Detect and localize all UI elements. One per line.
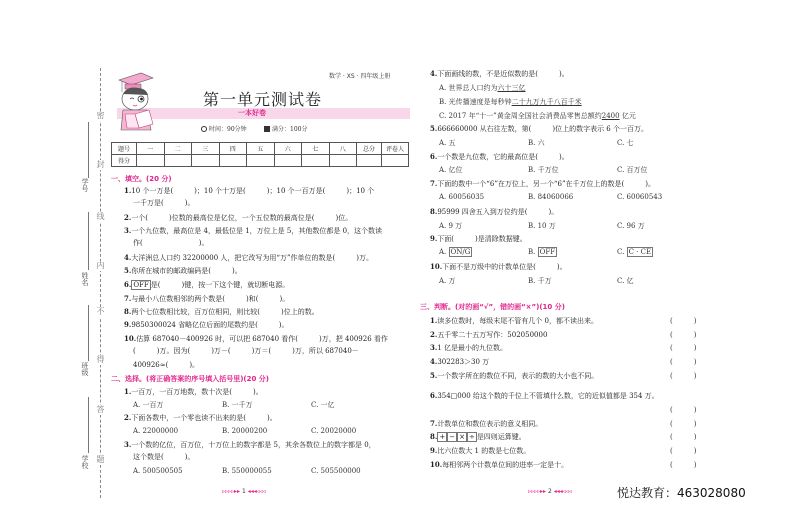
school-line[interactable] [88, 397, 89, 453]
question-text: 下面画线的数，不是近似数的是( )。 [437, 70, 569, 78]
question-number: 7. [430, 179, 438, 188]
seal-char: 答 [94, 405, 107, 415]
score-cell[interactable] [329, 155, 357, 167]
question-text: 一个数字所在的数位不同，表示的数的大小也不同。 [437, 372, 599, 380]
question-number: 5. [430, 124, 438, 133]
seal-char: 封 [94, 160, 107, 170]
score-cell[interactable] [302, 155, 330, 167]
question-text: 1 亿是最小的九位数。 [437, 344, 507, 352]
option-text: 亿元 [619, 112, 636, 120]
question-text: 10 个一万是( )；10 个十万是( )；10 个一百万是( )；10 个 [131, 187, 375, 195]
question-number: 10. [430, 262, 443, 271]
question-text: 一个( )位数的最高位是亿位，一个五位数的最高位是( )位。 [131, 214, 353, 222]
choice-question-5 [430, 124, 648, 134]
option-letter: A. [439, 248, 447, 256]
underlined-number: 2400 [601, 112, 620, 120]
answer-blank[interactable]: ( ) [670, 358, 697, 366]
arrow-decoration: ▹▹▹▹▸▸ [222, 488, 241, 495]
judge-question-3 [430, 343, 507, 353]
seal-char: 不 [94, 307, 107, 317]
fill-question-8 [124, 307, 319, 317]
seal-char: 密 [94, 111, 107, 121]
section-1-heading: 一、填空。(20 分) [111, 175, 172, 183]
choice-option-c[interactable]: C. 505500000 [311, 467, 361, 475]
choice-option-b[interactable]: B. 千万 [528, 277, 552, 285]
fill-question-3-cont: 作( )。 [133, 239, 209, 247]
choice-question-4 [430, 69, 569, 79]
fill-question-4 [124, 253, 373, 263]
score-header-cell: 三 [192, 143, 220, 155]
score-table-score-row [112, 155, 409, 167]
choice-option-a[interactable]: A. 22000000 [133, 427, 179, 435]
question-text: 每相邻两个计数单位间的进率一定是十。 [442, 461, 569, 469]
choice-question-10 [430, 262, 567, 272]
choice-question-7 [430, 179, 655, 189]
question-number: 8. [430, 207, 438, 216]
question-number: 5. [430, 371, 438, 380]
fill-question-5 [124, 266, 242, 276]
arrow-decoration: ◂◂◂◃◃◃ [553, 488, 572, 495]
choice-option-c[interactable]: C. 一亿 [311, 401, 335, 409]
score-header-cell: 六 [274, 143, 302, 155]
score-cell[interactable] [357, 155, 382, 167]
question-number: 6. [124, 280, 132, 289]
question-text: 计数单位和数位表示的意义相同。 [437, 420, 543, 428]
off-key-icon: OFF [133, 281, 149, 289]
fill-question-3 [124, 226, 382, 236]
question-number: 7. [124, 294, 132, 303]
choice-option-a[interactable]: A. 万 [439, 277, 456, 285]
option-text: B. 光传播速度是每秒钟 [439, 98, 512, 106]
question-text: 两个七位数相比较，百万位相同，则比较( )位上的数。 [131, 308, 319, 316]
option-text: A. 世界总人口约为 [439, 84, 498, 92]
answer-blank[interactable]: ( ) [670, 344, 697, 352]
question-number: 2. [124, 213, 132, 222]
fill-question-10-cont: 400926≈( )。 [133, 361, 200, 369]
question-number: 9. [124, 320, 132, 329]
question-number: 1. [124, 387, 132, 396]
question-number: 6. [430, 152, 438, 161]
question-text: 95999 四舍五入到万位约是( )。 [437, 208, 559, 216]
question-text: 354□000 给这个数的千位上不管填什么数，它的近似值都是 354 万。 [437, 392, 659, 400]
underlined-number: 二十九万九千八百千米 [511, 98, 582, 106]
judge-question-8 [430, 432, 526, 442]
question-text: 你所在城市的邮政编码是( )。 [131, 267, 242, 275]
choice-option-a[interactable]: A. 亿位 [439, 166, 463, 174]
question-text: 下面不是万级中的计数单位是( )。 [442, 263, 567, 271]
question-number: 6. [430, 391, 438, 400]
class-line[interactable] [88, 305, 89, 361]
question-text: 是( )键，按一下这个键，就切断电源。 [150, 281, 290, 289]
judge-question-4 [430, 357, 489, 367]
fill-question-1-cont: 一千万是( )。 [133, 199, 195, 207]
choice-question-8 [430, 207, 558, 217]
answer-blank[interactable]: ( ) [670, 331, 697, 339]
question-text: 估算 687040－400926 时，可以把 687040 看作( )万，把 400926 看作 [136, 335, 388, 343]
subject-label: 数学 · XS · 四年级上册 [329, 73, 391, 80]
choice-option-b[interactable]: B. 千万位 [528, 166, 559, 174]
watermark-text: 悦达教育：463028080 [617, 486, 746, 500]
score-header-cell: 总分 [357, 143, 382, 155]
choice-option-c[interactable]: C. 96 万 [617, 222, 645, 230]
question-number: 1. [430, 316, 438, 325]
judge-question-9 [430, 446, 530, 456]
choice-option-c[interactable]: C. 七 [617, 139, 634, 147]
question-text: 一百万，一百万地数，数十次是( )。 [131, 388, 263, 396]
arrow-decoration: ▹▹▹▹▸▸ [528, 488, 547, 495]
score-table-header-row [112, 143, 409, 155]
score-header-cell: 八 [329, 143, 357, 155]
score-info [264, 124, 307, 133]
choice-option-c[interactable]: C. 60060543 [617, 193, 663, 201]
score-row-label: 得分 [112, 155, 137, 167]
choice-option-c[interactable] [617, 248, 653, 256]
question-number: 3. [124, 226, 132, 235]
fill-question-6 [124, 280, 289, 290]
score-table [111, 142, 409, 167]
question-text: 666660000 从右往左数，第( )位上的数字表示 6 个一百万。 [437, 125, 648, 133]
page-number: 2 [548, 488, 552, 495]
choice-option-b[interactable]: B. 六 [528, 139, 545, 147]
score-cell[interactable] [382, 155, 409, 167]
score-header-cell: 评卷人 [382, 143, 409, 155]
question-text: 下面各数中，一个零也读不出来的是( )。 [131, 414, 277, 422]
fill-question-9 [124, 320, 289, 330]
score-header-cell: 四 [219, 143, 247, 155]
seal-char: 题 [94, 455, 107, 465]
section-2-heading: 二、选择。(将正确答案的序号填入括号里)(20 分) [111, 375, 269, 383]
choice-option-a[interactable]: A. 9 万 [439, 222, 463, 230]
answer-blank[interactable]: ( ) [670, 461, 697, 469]
choice-option-a[interactable]: A. 五 [439, 139, 456, 147]
question-text: 与最小八位数相邻的两个数是( )和( )。 [131, 295, 290, 303]
off-key-icon: OFF [539, 248, 556, 256]
minus-key-icon: − [449, 433, 456, 441]
seal-char: 线 [94, 212, 107, 222]
question-number: 2. [124, 413, 132, 422]
clock-icon [201, 126, 207, 132]
choice-option-a[interactable]: A. 500500505 [133, 467, 183, 475]
question-text: 下面( )是清除数据键。 [437, 235, 527, 243]
question-number: 5. [124, 266, 132, 275]
question-number: 4. [430, 357, 438, 366]
choice-question-1 [124, 387, 263, 397]
judge-question-10 [430, 460, 568, 470]
full-score-text: 满分：100分 [272, 126, 308, 133]
question-text: 下面的数中一个“6”在万位上，另一个“6”在千万位上的数是( )。 [437, 180, 655, 188]
answer-blank[interactable]: ( ) [670, 406, 697, 414]
brand-label: 一本好卷 [238, 109, 266, 117]
judge-question-5 [430, 371, 598, 381]
score-cell[interactable] [274, 155, 302, 167]
question-text: 9850300024 省略亿位后面的尾数约是( )。 [131, 321, 289, 329]
on-key-icon: ON/G [450, 248, 471, 256]
page-number-2 [528, 488, 572, 495]
school-label: 学校 [81, 455, 89, 469]
fill-question-2 [124, 213, 352, 223]
question-text: 五千零二十五万写作：502050000 [437, 331, 548, 339]
choice-option-b[interactable]: B. 20000200 [222, 427, 268, 435]
question-number: 4. [124, 253, 132, 262]
judge-question-1 [430, 316, 598, 326]
score-header-cell: 一 [137, 143, 165, 155]
answer-blank[interactable]: ( ) [670, 433, 697, 441]
question-number: 8. [124, 307, 132, 316]
score-header-cell: 题号 [112, 143, 137, 155]
question-text: 读多位数时，每级末尾不管有几个 0，都不读出来。 [437, 317, 598, 325]
judge-question-7 [430, 419, 542, 429]
time-text: 时间：90分钟 [209, 126, 247, 133]
question-number: 9. [430, 234, 438, 243]
question-text: 一个数是九位数，它的最高位是( )。 [437, 153, 569, 161]
seal-char: 内 [94, 261, 107, 271]
answer-blank[interactable]: ( ) [670, 372, 697, 380]
multiply-key-icon: × [459, 433, 465, 441]
option-text: C. 2017 年“十一”黄金周全国社会消费品零售总额约 [439, 112, 602, 120]
question-number: 3. [124, 440, 132, 449]
score-icon [264, 126, 270, 132]
answer-blank[interactable]: ( ) [670, 317, 697, 325]
student-id-line[interactable] [88, 122, 89, 178]
choice-option-a[interactable]: A. 60056035 [439, 193, 485, 201]
time-info [201, 124, 247, 133]
choice-option-c[interactable] [439, 111, 636, 121]
option-letter: C. [617, 248, 625, 256]
choice-option-b[interactable]: B. 550000055 [222, 467, 272, 475]
choice-option-b[interactable] [439, 97, 582, 107]
fill-question-1 [124, 186, 374, 196]
question-number: 2. [430, 330, 438, 339]
choice-option-c[interactable]: C. 亿 [617, 277, 634, 285]
answer-blank[interactable]: ( ) [670, 420, 697, 428]
question-text: 一个数的亿位，百万位，十万位上的数字都是 5，其余各数位上的数字都是 0， [131, 441, 376, 449]
score-header-cell: 七 [302, 143, 330, 155]
name-label: 姓名 [81, 272, 89, 286]
score-cell[interactable] [247, 155, 275, 167]
fill-question-10-cont: ( )万。因为( )万－( )万＝( )万，所以 687040－ [133, 347, 359, 355]
underlined-number: 六十三亿 [497, 84, 526, 92]
name-line[interactable] [88, 212, 89, 270]
score-header-cell: 五 [247, 143, 275, 155]
answer-blank[interactable]: ( ) [670, 447, 697, 455]
judge-question-6 [430, 391, 659, 401]
plus-key-icon: + [439, 433, 446, 441]
question-text: 是四则运算键。 [476, 433, 526, 441]
question-number: 3. [430, 343, 438, 352]
score-cell[interactable] [219, 155, 247, 167]
choice-option-b[interactable] [528, 248, 557, 256]
question-text: 302283＞30 万 [437, 358, 490, 366]
choice-option-b[interactable]: B. 10 万 [528, 222, 556, 230]
choice-question-9 [430, 234, 527, 244]
question-text: 大洋洲总人口约 32200000 人，把它改写为用“万”作单位的数是( )万。 [131, 254, 374, 262]
score-header-cell: 二 [164, 143, 192, 155]
choice-question-2 [124, 413, 277, 423]
choice-option-a[interactable] [439, 83, 526, 93]
choice-question-6 [430, 152, 569, 162]
page-title: 第一单元测试卷 [203, 90, 323, 109]
choice-option-c[interactable]: C. 百万位 [617, 166, 648, 174]
page-number-1 [222, 488, 266, 495]
question-text: 比六位数大 1 的数是七位数。 [437, 447, 531, 455]
choice-option-c[interactable]: C. 20020000 [311, 427, 357, 435]
score-cell[interactable] [164, 155, 192, 167]
clear-key-icon: C · CE [628, 248, 652, 256]
fill-question-10 [124, 334, 388, 344]
option-letter: B. [528, 248, 536, 256]
score-cell[interactable] [192, 155, 220, 167]
divide-key-icon: ÷ [468, 433, 475, 441]
class-label: 班级 [81, 362, 89, 376]
question-number: 7. [430, 419, 438, 428]
choice-question-3-cont: 这个数是( )。 [133, 453, 195, 461]
question-number: 9. [430, 446, 438, 455]
choice-option-b[interactable]: B. 84060066 [528, 193, 574, 201]
seal-char: 得 [94, 355, 107, 365]
section-3-heading: 三、判断。(对的画“√”，错的画“×”)(10 分) [420, 303, 565, 311]
question-number: 8. [430, 432, 438, 441]
question-number: 4. [430, 69, 438, 78]
question-number: 1. [124, 186, 132, 195]
judge-question-2 [430, 330, 547, 340]
score-cell[interactable] [137, 155, 165, 167]
page-number: 1 [242, 488, 246, 495]
choice-question-3 [124, 440, 376, 450]
question-number: 10. [124, 334, 137, 343]
question-number: 10. [430, 460, 443, 469]
choice-option-b[interactable]: B. 一千万 [222, 401, 253, 409]
student-id-label: 学号 [81, 178, 89, 192]
choice-option-a[interactable] [439, 248, 472, 256]
arrow-decoration: ◂◂◂◃◃◃ [247, 488, 266, 495]
student-mascot-icon [113, 70, 168, 132]
binding-dashed-line [100, 68, 101, 498]
fill-question-7 [124, 294, 289, 304]
question-text: 一个九位数，最高位是 4，最低位是 1，万位上是 5，其他数位都是 0，这个数读 [131, 227, 383, 235]
choice-option-a[interactable]: A. 一百万 [133, 401, 164, 409]
